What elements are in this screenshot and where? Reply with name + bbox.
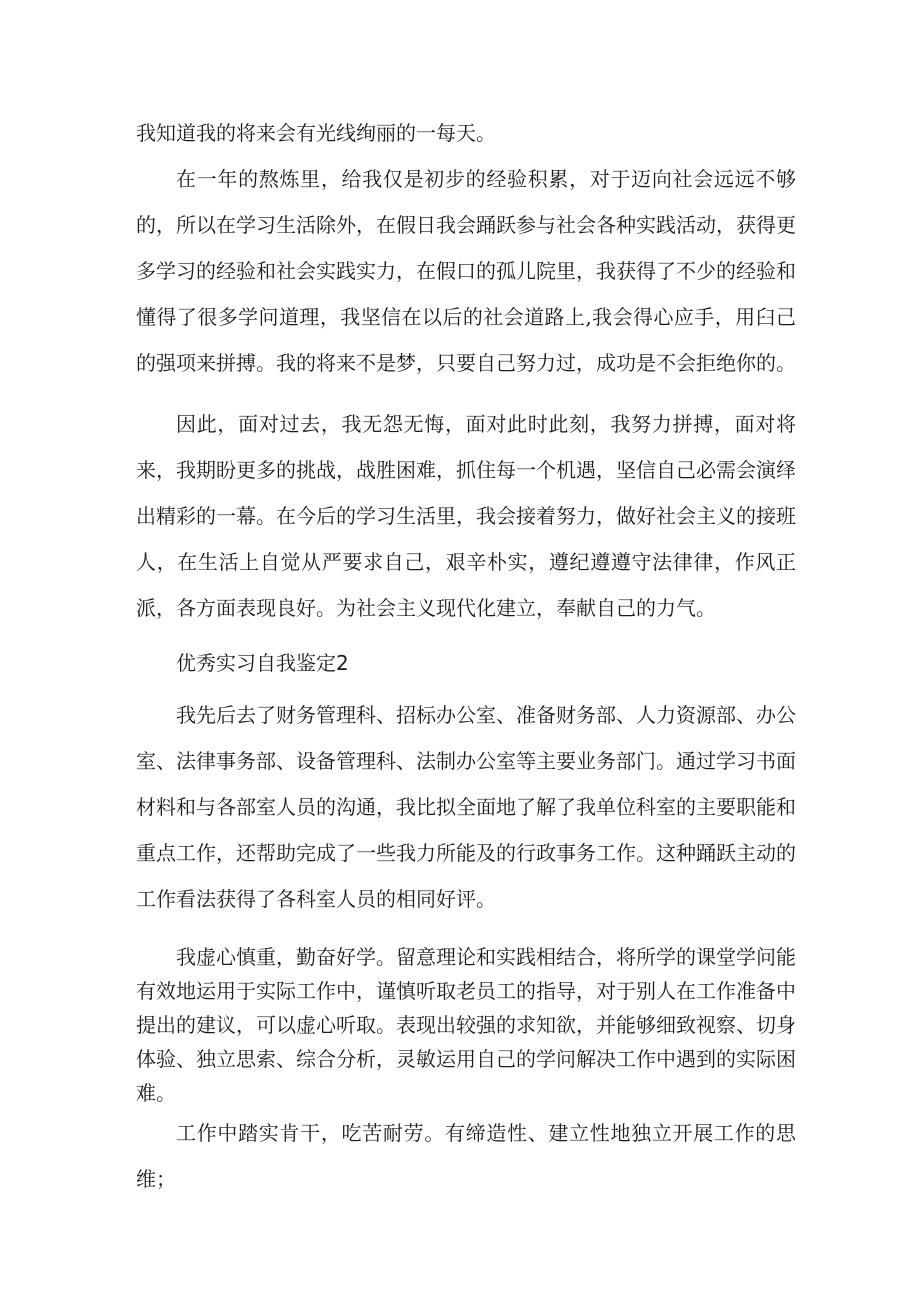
paragraph-future: 因此，面对过去，我无怨无悔，面对此时此刻，我努力拼搏，面对将来，我期盼更多的挑战，战胜困难，抓住每一个机遇，坚信自己必需会演绎出精彩的一幕。在今后的学习生活里，我会接着努力，做好社会主义的接班人，在生活上自觉从严要求自己，艰辛朴实，遵纪遵遵守法律律，作风正派，各方面表现良好。为社会主义现代化建立，奉献自己的力气。 [136,412,796,620]
section-heading: 优秀实习自我鉴定2 [176,651,349,675]
paragraph-continuation: 我知道我的将来会有光线绚丽的一每天。 [136,121,496,145]
paragraph-learning: 我虚心慎重，勤奋好学。留意理论和实践相结合，将所学的课堂学问能有效地运用于实际工作中，谨慎听取老员工的指导，对于别人在工作准备中提出的建议，可以虚心听取。表现出较强的求知欲，并能够细致视察、切身体验、独立思索、综合分析，灵敏运用自己的学问解决工作中遇到的实际困难。 [136,945,796,1105]
paragraph-departments: 我先后去了财务管理科、招标办公室、准备财务部、人力资源部、办公室、法律事务部、设备管理科、法制办公室等主要业务部门。通过学习书面材料和与各部室人员的沟通，我比拟全面地了解了我单位科室的主要职能和重点工作，还帮助完成了一些我力所能及的行政事务工作。这种踊跃主动的工作看法获得了各科室人员的相同好评。 [136,703,796,911]
paragraph-experience: 在一年的熬炼里，给我仅是初步的经验积累，对于迈向社会远远不够的，所以在学习生活除外，在假日我会踊跃参与社会各种实践活动，获得更多学习的经验和社会实践实力，在假口的孤儿院里，我获得了不少的经验和懂得了很多学问道理，我坚信在以后的社会道路上,我会得心应手，用臼己的强项来拼搏。我的将来不是梦，只要自己努力过，成功是不会拒绝你的。 [136,167,796,375]
paragraph-work-attitude: 工作中踏实肯干，吃苦耐劳。有缔造性、建立性地独立开展工作的思维； [136,1121,796,1191]
